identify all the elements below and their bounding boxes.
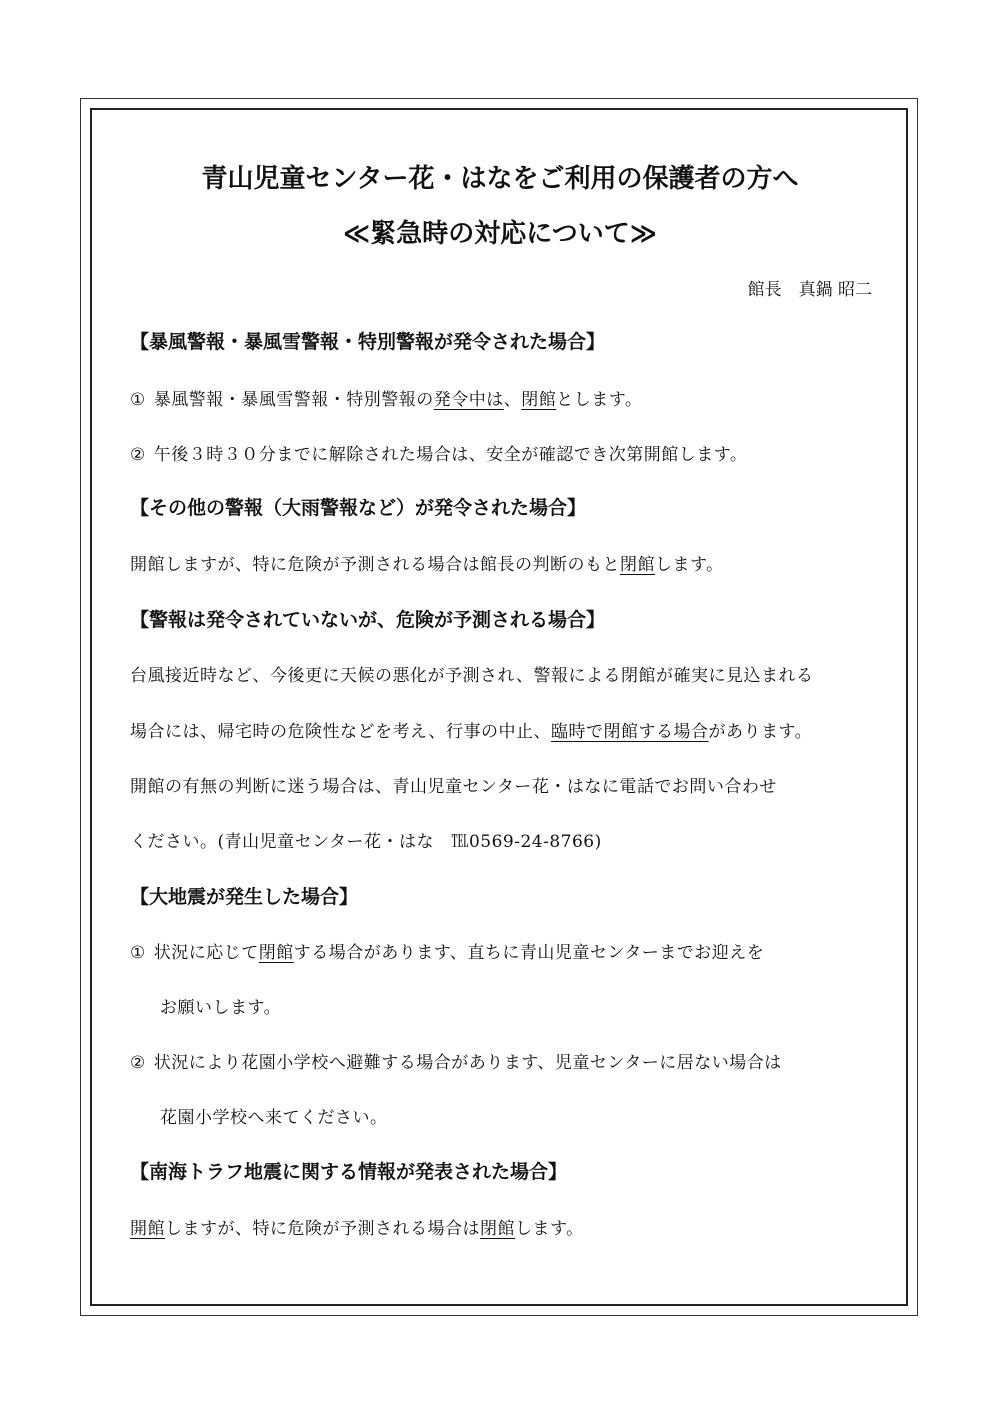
section-heading-predicted-danger: 【警報は発令されていないが、危険が予測される場合】: [130, 609, 606, 631]
page-title: 青山児童センター花・はなをご利用の保護者の方へ: [201, 164, 799, 194]
list-item-continuation: 花園小学校へ来てください。: [160, 1108, 388, 1128]
paragraph-line: 場合には、帰宅時の危険性などを考え、行事の中止、臨時で閉館する場合があります。: [130, 722, 813, 742]
list-item: ② 午後３時３０分までに解除された場合は、安全が確認でき次第開館します。: [130, 445, 748, 465]
list-item-continuation: お願いします。: [160, 998, 282, 1018]
author-line: 館長 真鍋 昭二: [747, 280, 872, 300]
contact-line: ください。(青山児童センター花・はな ℡0569-24-8766): [130, 832, 602, 852]
section-heading-nankai-trough: 【南海トラフ地震に関する情報が発表された場合】: [130, 1161, 568, 1183]
section-heading-earthquake: 【大地震が発生した場合】: [130, 886, 359, 908]
list-item: ① 状況に応じて閉館する場合があります、直ちに青山児童センターまでお迎えを: [130, 943, 765, 963]
paragraph: 開館しますが、特に危険が予測される場合は館長の判断のもと閉館します。: [130, 555, 724, 575]
paragraph-line: 台風接近時など、今後更に天候の悪化が予測され、警報による閉館が確実に見込まれる: [130, 666, 814, 686]
list-item: ② 状況により花園小学校へ避難する場合があります、児童センターに居ない場合は: [130, 1053, 782, 1073]
paragraph-line: 開館の有無の判断に迷う場合は、青山児童センター花・はなに電話でお問い合わせ: [130, 777, 777, 797]
section-heading-storm-warning: 【暴風警報・暴風雪警報・特別警報が発令された場合】: [130, 331, 606, 353]
paragraph: 開館しますが、特に危険が予測される場合は閉館します。: [130, 1219, 584, 1239]
list-item: ① 暴風警報・暴風雪警報・特別警報の発令中は、閉館とします。: [130, 390, 643, 410]
page-subtitle: ≪緊急時の対応について≫: [343, 219, 657, 249]
section-heading-other-warning: 【その他の警報（大雨警報など）が発令された場合】: [130, 497, 587, 519]
